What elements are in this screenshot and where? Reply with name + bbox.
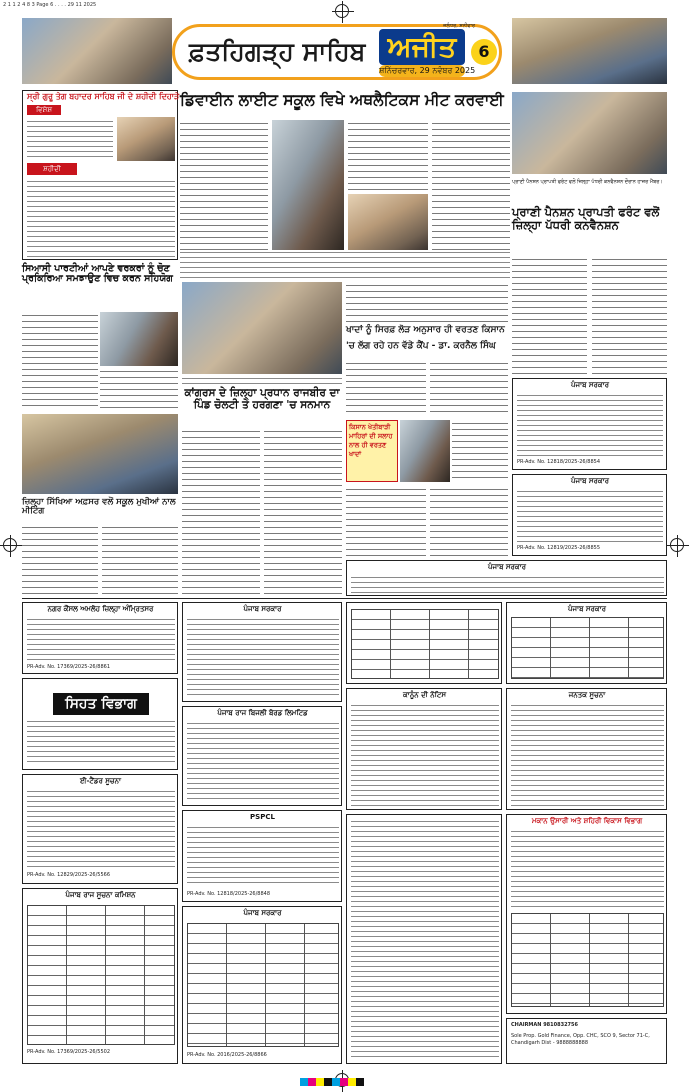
left-special-box bbox=[22, 90, 178, 260]
main-story-col-2 bbox=[348, 120, 428, 190]
ad-wide-1 bbox=[346, 560, 667, 596]
ad-gold-finance-chairman: CHAIRMAN 9810832756 bbox=[511, 1022, 578, 1028]
ad-urban-dev-table bbox=[511, 913, 664, 1007]
left-second-headline: ਸਿਆਸੀ ਪਾਰਟੀਆਂ ਆਪਣੇ ਵਰਕਰਾਂ ਨੂੰ ਚੋਣ ਪ੍ਰਕਿਰਿਆ ਸਮਝਾਉਣ ਵਿਚ ਕਰਨ ਸਹਿਯੋਗ bbox=[22, 263, 173, 285]
ad-legal-notice-title: ਕਾਨੂੰਨ ਦੀ ਨੋਟਿਸ bbox=[402, 691, 447, 699]
ad-punjab-center-1 bbox=[182, 602, 342, 702]
main-photo-1 bbox=[272, 120, 344, 250]
paper-name: ਅਜੀਤ bbox=[379, 29, 465, 65]
politician-photo bbox=[100, 312, 178, 366]
left-top-label: ਵਿਸ਼ੇਸ਼ bbox=[27, 105, 61, 115]
ad-punjab-center-2-title: ਪੰਜਾਬ ਸਰਕਾਰ bbox=[243, 909, 282, 917]
ad-urban-dev-title: ਮਕਾਨ ਉਸਾਰੀ ਅਤੇ ਸ਼ਹਿਰੀ ਵਿਕਾਸ ਵਿਭਾਗ bbox=[531, 817, 643, 825]
main-story-col-1 bbox=[180, 120, 268, 258]
ad-punjab-center-1-body bbox=[187, 617, 339, 697]
edition-label: ਜਲੰਧਰ, ਸ਼ਨੀਵਾਰ bbox=[443, 23, 475, 29]
right-mid-sub: 'ਚ ਲੱਗ ਰਹੇ ਹਨ ਵੱਡੇ ਕੈਂਪ - ਡਾ. ਕਰਨੈਲ ਸਿੰਘ bbox=[346, 341, 496, 351]
ad-punjab-center-2 bbox=[182, 906, 342, 1064]
fort-photo-right bbox=[512, 18, 667, 84]
ad-right-1-body bbox=[517, 393, 663, 457]
ad-right-2 bbox=[512, 474, 667, 556]
ad-legal-notice-body bbox=[351, 703, 499, 807]
center-text-1 bbox=[182, 428, 260, 594]
ad-punjab-center-2-ref: PR-Adv. No. 2016/2025-26/8866 bbox=[187, 1052, 267, 1058]
ad-legal-table bbox=[351, 609, 499, 679]
registration-mark-right bbox=[670, 538, 684, 552]
ad-nagar-council-title: ਨਗਰ ਕੌਂਸਲ ਅਮਲੋਹ ਜ਼ਿਲ੍ਹਾ ਅੰਮ੍ਰਿਤਸਰ bbox=[47, 605, 154, 613]
main-caption bbox=[180, 250, 510, 278]
ad-cabinet-table bbox=[27, 905, 175, 1045]
ad-public-notice-body bbox=[511, 703, 664, 807]
ad-right-2-title: ਪੰਜਾਬ ਸਰਕਾਰ bbox=[570, 477, 609, 485]
ad-punjab-center-1-title: ਪੰਜਾਬ ਸਰਕਾਰ bbox=[243, 605, 282, 613]
main-headline: ਡਿਵਾਈਨ ਲਾਈਟ ਸਕੂਲ ਵਿਖੇ ਅਥਲੈਟਿਕਸ ਮੀਟ ਕਰਵਾਈ bbox=[180, 91, 504, 109]
ad-legal-notice bbox=[346, 688, 502, 810]
congress-caption bbox=[182, 376, 342, 386]
pension-headline: ਪ੍ਰਾਣੀ ਪੈਨਸ਼ਨ ਪ੍ਰਾਪਤੀ ਫਰੰਟ ਵਲੋਂ ਜ਼ਿਲ੍ਹਾ ਪੱਧਰੀ ਕਨਵੈਨਸ਼ਨ bbox=[512, 205, 660, 232]
main-story-col-3 bbox=[432, 120, 510, 258]
ad-pspcl-title: PSPCL bbox=[250, 813, 275, 821]
registration-mark-top bbox=[335, 4, 349, 18]
ad-urban-dev bbox=[506, 814, 667, 1014]
ad-legal bbox=[346, 602, 502, 684]
congress-photo bbox=[182, 282, 342, 374]
right-mid-headline: ਖਾਦਾਂ ਨੂੰ ਸਿਰਫ਼ ਲੋੜ ਅਨੁਸਾਰ ਹੀ ਵਰਤਣ ਕਿਸਾਨ bbox=[346, 325, 505, 335]
center-text-2 bbox=[264, 428, 342, 594]
left-second-text-1 bbox=[22, 312, 98, 408]
cmyk-color-bar bbox=[300, 1078, 390, 1086]
ad-tender-title: ਈ-ਟੈਂਡਰ ਸੂਚਨਾ bbox=[80, 777, 121, 785]
ad-right-table bbox=[506, 602, 667, 684]
ad-lottery bbox=[22, 678, 178, 770]
right-mid-text-1 bbox=[346, 360, 426, 416]
ad-wide-1-title: ਪੰਜਾਬ ਸਰਕਾਰ bbox=[487, 563, 526, 571]
ad-right-1-ref: PR-Adv. No. 12818/2025-26/8854 bbox=[517, 459, 601, 465]
ad-urban-dev-body bbox=[511, 829, 664, 909]
expert-photo bbox=[400, 420, 450, 482]
ad-lottery-body bbox=[27, 719, 175, 765]
print-info-line: 2 1 1 2 4 8 3 Page 6 . . . . 29 11 2025 bbox=[3, 2, 97, 8]
ad-gold-finance-address: Sole Prop. Gold Finance, Opp. CHC, SCO 9, Sector 71-C, Chandigarh Dist - 9888888888 bbox=[511, 1033, 650, 1046]
school-meeting-photo bbox=[22, 414, 178, 494]
main-photo-2 bbox=[348, 194, 428, 250]
left-third-text-2 bbox=[102, 524, 178, 594]
ad-right-table-grid bbox=[511, 617, 664, 679]
ad-wide-1-body bbox=[351, 575, 664, 593]
golden-temple-photo bbox=[117, 117, 175, 161]
ad-gold-finance bbox=[506, 1018, 667, 1064]
pension-text-2 bbox=[592, 256, 667, 374]
left-top-text-1 bbox=[27, 119, 113, 159]
edition-date: ਸ਼ਨਿੱਚਰਵਾਰ, 29 ਨਵੰਬਰ 2025 bbox=[379, 66, 476, 75]
ad-lottery-logo: ਸਿਹਤ ਵਿਭਾਗ bbox=[53, 693, 149, 715]
ad-cabinet-title: ਪੰਜਾਬ ਰਾਜ ਸੂਚਨਾ ਕਮਿਸ਼ਨ bbox=[65, 891, 136, 899]
left-top-banner: ਸ੍ਰੀ ਗੁਰੂ ਤੇਗ ਬਹਾਦਰ ਸਾਹਿਬ ਜੀ ਦੇ ਸ਼ਹੀਦੀ ਦਿਹਾੜੇ bbox=[27, 92, 180, 101]
registration-mark-left bbox=[3, 538, 17, 552]
ad-long-notice bbox=[346, 814, 502, 1064]
right-mid-text-3 bbox=[452, 420, 508, 482]
ad-tender-ref: PR-Adv. No. 12829/2025-26/5566 bbox=[27, 872, 111, 878]
ad-nagar-council-ref: PR-Adv. No. 17369/2025-26/8861 bbox=[27, 664, 111, 670]
left-top-text-2 bbox=[27, 179, 175, 257]
ad-nagar-council-body bbox=[27, 617, 175, 661]
left-third-headline: ਜ਼ਿਲ੍ਹਾ ਸਿੱਖਿਆ ਅਫ਼ਸਰ ਵਲੋਂ ਸਕੂਲ ਮੁਖੀਆਂ ਨਾਲ ਮੀਟਿੰਗ bbox=[22, 497, 176, 517]
ad-pspcl-body bbox=[187, 825, 339, 887]
ad-pspcl bbox=[182, 810, 342, 902]
left-second-text-2 bbox=[100, 368, 178, 408]
quote-box: ਕਿਸਾਨ ਖੇਤੀਬਾੜੀ ਮਾਹਿਰਾਂ ਦੀ ਸਲਾਹ ਨਾਲ ਹੀ ਵਰਤਣ ਖਾਦਾਂ bbox=[346, 420, 398, 482]
ad-pspcl-ref: PR-Adv. No. 12818/2025-26/8848 bbox=[187, 891, 271, 897]
pension-photo bbox=[512, 92, 667, 174]
masthead-banner bbox=[172, 24, 502, 80]
center-headline: ਕਾਂਗਰਸ ਦੇ ਜ਼ਿਲ੍ਹਾ ਪ੍ਰਧਾਨ ਰਾਜਬੀਰ ਦਾ ਪਿੰਡ ਚੋਲਟੀ ਤੇ ਹਰਗਣਾ 'ਚ ਸਨਮਾਨ bbox=[184, 387, 340, 411]
right-mid-text-2 bbox=[430, 360, 508, 416]
ad-long-notice-body bbox=[351, 819, 499, 1061]
ad-public-notice bbox=[506, 688, 667, 810]
ad-right-table-title: ਪੰਜਾਬ ਸਰਕਾਰ bbox=[567, 605, 606, 613]
ad-right-2-ref: PR-Adv. No. 12819/2025-26/8855 bbox=[517, 545, 601, 551]
left-top-tag: ਸ਼ਹੀਦੀ bbox=[27, 163, 77, 175]
ad-council-notice-title: ਪੰਜਾਬ ਰਾਜ ਬਿਜਲੀ ਬੋਰਡ ਲਿਮਟਿਡ bbox=[217, 709, 308, 717]
ad-council-notice bbox=[182, 706, 342, 806]
ad-tender bbox=[22, 774, 178, 884]
ad-cabinet-ref: PR-Adv. No. 17369/2025-26/5502 bbox=[27, 1049, 111, 1055]
ad-council-notice-body bbox=[187, 721, 339, 801]
ad-public-notice-title: ਜਨਤਕ ਸੂਚਨਾ bbox=[568, 691, 606, 699]
ad-tender-body bbox=[27, 789, 175, 869]
ad-right-1-title: ਪੰਜਾਬ ਸਰਕਾਰ bbox=[570, 381, 609, 389]
page-number: 6 bbox=[471, 39, 497, 65]
ad-cabinet bbox=[22, 888, 178, 1064]
pension-text-1 bbox=[512, 256, 587, 374]
section-divider bbox=[22, 598, 667, 599]
city-title: ਫ਼ਤਹਿਗੜ੍ਹ ਸਾਹਿਬ bbox=[189, 37, 366, 66]
ad-nagar-council bbox=[22, 602, 178, 674]
masthead bbox=[22, 18, 667, 88]
left-third-text-1 bbox=[22, 524, 98, 594]
gurdwara-photo-left bbox=[22, 18, 172, 84]
pension-caption: ਪ੍ਰਾਣੀ ਪੈਨਸ਼ਨ ਪ੍ਰਾਪਤੀ ਫਰੰਟ ਵਲੋਂ ਜ਼ਿਲ੍ਹਾ ਪੱਧਰੀ ਕਨਵੈਨਸ਼ਨ ਦੌਰਾਨ ਹਾਜ਼ਰ ਮੈਂਬਰ। bbox=[512, 179, 663, 185]
ad-right-2-body bbox=[517, 489, 663, 543]
ad-right-1 bbox=[512, 378, 667, 470]
ad-punjab-center-2-table bbox=[187, 923, 339, 1047]
right-mid-text-top bbox=[346, 282, 508, 322]
